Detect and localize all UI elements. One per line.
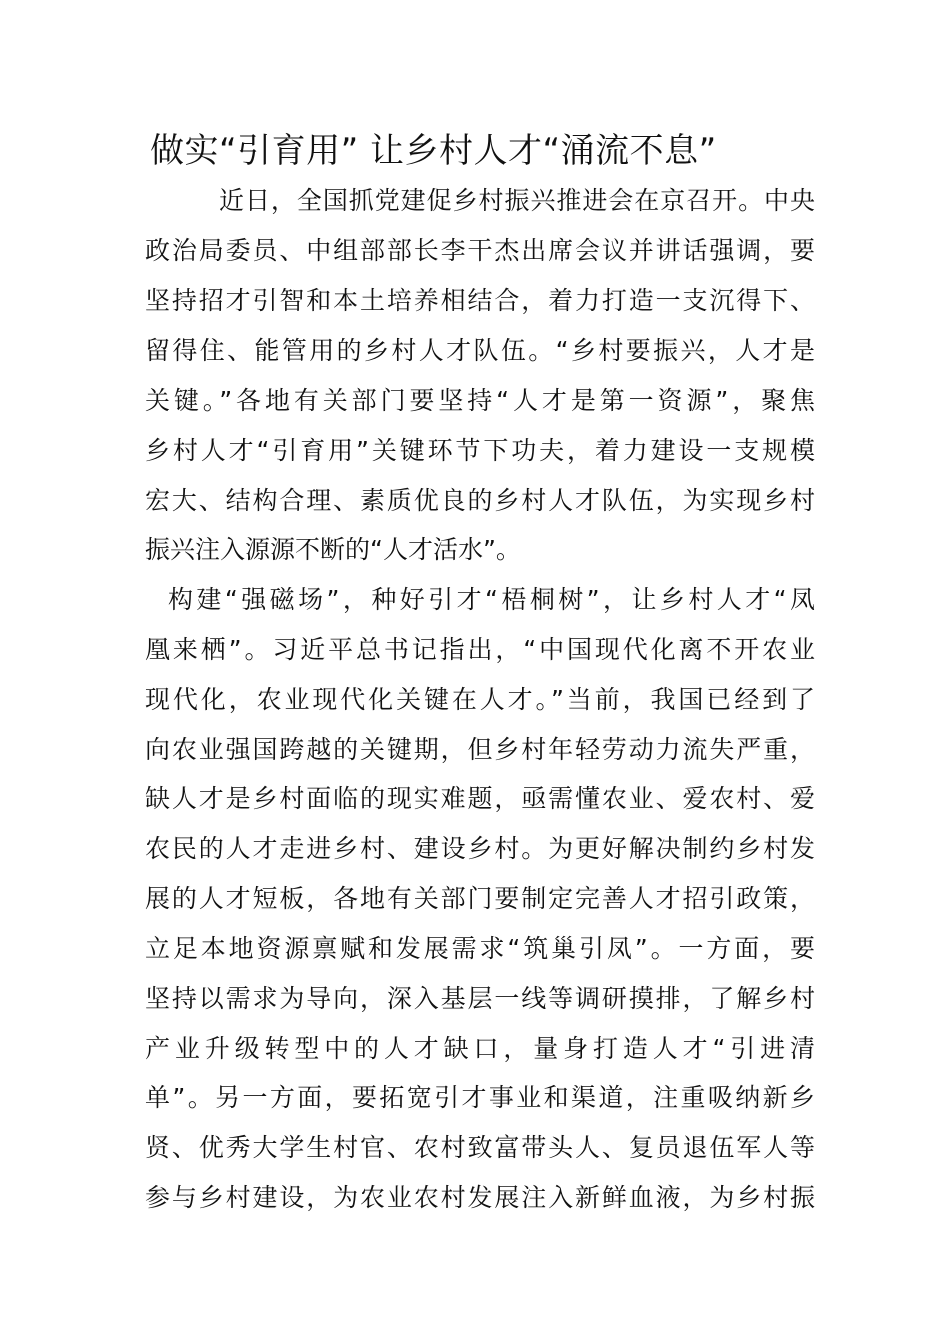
paragraph-line: 坚持以需求为导向，深入基层一线等调研摸排，了解乡村 bbox=[145, 984, 815, 1013]
paragraph-line: 关键。”各地有关部门要坚持“人才是第一资源”，聚焦 bbox=[145, 386, 815, 415]
paragraph-line: 凰来栖”。习近平总书记指出，“中国现代化离不开农业 bbox=[145, 635, 815, 664]
paragraph-line: 单”。另一方面，要拓宽引才事业和渠道，注重吸纳新乡 bbox=[145, 1083, 815, 1112]
paragraph-line: 向农业强国跨越的关键期，但乡村年轻劳动力流失严重， bbox=[145, 735, 815, 764]
paragraph-line: 留得住、能管用的乡村人才队伍。“乡村要振兴，人才是 bbox=[145, 336, 815, 365]
paragraph-line: 近日，全国抓党建促乡村振兴推进会在京召开。中央 bbox=[219, 186, 815, 215]
paragraph-line: 构建“强磁场”，种好引才“梧桐树”，让乡村人才“凤 bbox=[168, 585, 815, 614]
paragraph-line: 展的人才短板，各地有关部门要制定完善人才招引政策， bbox=[145, 884, 815, 913]
paragraph-line: 政治局委员、中组部部长李干杰出席会议并讲话强调，要 bbox=[145, 236, 815, 265]
paragraph-line: 宏大、结构合理、素质优良的乡村人才队伍，为实现乡村 bbox=[145, 486, 815, 515]
paragraph-line: 产业升级转型中的人才缺口，量身打造人才“引进清 bbox=[145, 1034, 815, 1063]
page-title: 做实“引育用” 让乡村人才“涌流不息” bbox=[150, 131, 717, 171]
paragraph-line: 振兴注入源源不断的“人才活水”。 bbox=[145, 535, 521, 564]
paragraph-line: 现代化，农业现代化关键在人才。”当前，我国已经到了 bbox=[145, 685, 815, 714]
paragraph-line: 坚持招才引智和本土培养相结合，着力打造一支沉得下、 bbox=[145, 286, 815, 315]
paragraph-line: 农民的人才走进乡村、建设乡村。为更好解决制约乡村发 bbox=[145, 834, 815, 863]
paragraph-line: 参与乡村建设，为农业农村发展注入新鲜血液，为乡村振 bbox=[145, 1183, 815, 1212]
paragraph-line: 缺人才是乡村面临的现实难题，亟需懂农业、爱农村、爱 bbox=[145, 784, 815, 813]
paragraph-line: 立足本地资源禀赋和发展需求“筑巢引凤”。一方面，要 bbox=[145, 934, 815, 963]
paragraph-line: 乡村人才“引育用”关键环节下功夫，着力建设一支规模 bbox=[145, 436, 815, 465]
paragraph-line: 贤、优秀大学生村官、农村致富带头人、复员退伍军人等 bbox=[145, 1133, 815, 1162]
